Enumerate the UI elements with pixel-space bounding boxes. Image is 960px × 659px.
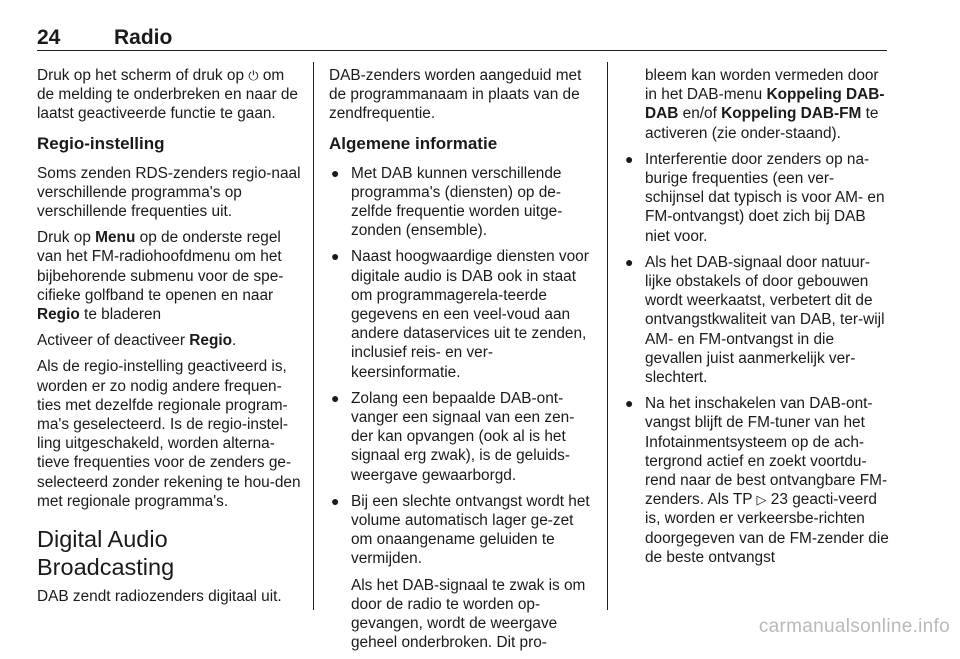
list-item: ● Met DAB kunnen verschillende programma's (diensten) op de-zelfde frequentie worden uitge-zonden (ensemble). [331, 164, 563, 240]
heading-algemene-informatie: Algemene informatie [329, 133, 498, 153]
column-divider [607, 62, 608, 610]
heading-digital-audio-broadcasting: Digital Audio Broadcasting [37, 526, 175, 581]
section-title: Radio [114, 26, 173, 49]
bullet-dot: ● [625, 395, 634, 412]
list-item: ● Na het inschakelen van DAB-ont-vangst blijft de FM-tuner van het Infotainmentsysteem op de ach-tergrond actief en zoekt voortdu-rend naar de best ontvangbare FM-zenders. Als TP ▷ 23 geacti-veerd is, worden er verkeersbe-richten doorgegeven van de FM-zender die de beste ontvangst [625, 395, 889, 566]
page-number: 24 [37, 26, 61, 49]
column-3 [623, 66, 889, 574]
column-1 [37, 66, 303, 613]
list-item: ● Als het DAB-signaal door natuur-lijke obstakels of door gebouwen wordt weerkaatst, verbetert dit de ontvangstkwaliteit van DAB, ter-wijl AM- en FM-ontvangst in die gevallen juist aanmerkelijk ver-slechtert. [625, 253, 885, 387]
bullet-dot: ● [331, 492, 340, 509]
bullet-continuation: Als het DAB-signaal te zwak is om door de radio te worden op-gevangen, wordt de weergave geheel onderbroken. Dit pro- [351, 576, 586, 652]
paragraph: Soms zenden RDS-zenders regio-naal verschillende programma's op verschillende frequenties uit. [37, 164, 301, 221]
column-2 [329, 66, 595, 659]
power-icon: ⏻ [248, 68, 259, 83]
bullet-dot: ● [625, 150, 634, 167]
triangle-reference-icon: ▷ [756, 492, 767, 508]
paragraph: Activeer of deactiveer Regio. [37, 332, 237, 350]
list-item: ● Naast hoogwaardige diensten voor digitale audio is DAB ook in staat om programmagerela-teerde gegevens en een veel-voud aan andere dataservices uit te zenden, inclusief reis- en ver-keersinformatie. [331, 248, 589, 381]
regio-term: Regio [37, 306, 80, 324]
paragraph: DAB zendt radiozenders digitaal uit. [37, 588, 282, 606]
paragraph: DAB-zenders worden aangeduid met de programmanaam in plaats van de zendfrequentie. [329, 67, 582, 123]
paragraph: Druk op het scherm of druk op ⏻ om de melding te onderbreken en naar de laatst geactiveerde functie te gaan. [37, 67, 298, 123]
bullet-list [329, 164, 595, 569]
koppeling-dab-fm-term: Koppeling DAB-FM [721, 105, 862, 123]
list-item: ● Interferentie door zenders op na-burige frequenties (een ver-schijnsel dat typisch is voor AM- en FM-ontvangst) doet zich bij DAB niet voor. [625, 150, 885, 245]
page-header [37, 22, 887, 51]
bullet-dot: ● [331, 164, 340, 181]
page-reference[interactable]: 23 [770, 491, 788, 509]
bullet-dot: ● [625, 253, 634, 270]
regio-term: Regio [189, 332, 233, 350]
bullet-continuation: bleem kan worden vermeden door in het DAB-menu Koppeling DAB-DAB en/of Koppeling DAB-FM te activeren (zie onder-staand). [645, 67, 885, 142]
list-item: ● Bij een slechte ontvangst wordt het volume automatisch lager ge-zet om onaangename geluiden te vermijden. [331, 492, 590, 568]
watermark: carmanualsonline.info [758, 616, 950, 637]
list-item: ● Zolang een bepaalde DAB-ont-vanger een signaal van een zen-der kan opvangen (ook al is het signaal erg zwak), is de geluids-weergave gewaarborgd. [331, 389, 575, 484]
paragraph: Druk op Menu op de onderste regel van het FM-radiohoofdmenu om het bijbehorende submenu voor de spe-cifieke golfband te openen en naar Regio te bladeren [37, 229, 284, 324]
paragraph: Als de regio-instelling geactiveerd is, worden er zo nodig andere frequen-ties met dezelfde regionale program-ma's geselecteerd. Is de regio-instel-ling uitgeschakeld, worden alterna-tieve frequenties voor de zenders ge-selecteerd zonder rekening te hou-den met regionale programma's. [37, 358, 301, 510]
menu-term: Menu [95, 229, 136, 247]
bullet-dot: ● [331, 389, 340, 406]
heading-regio-instelling: Regio-instelling [37, 133, 165, 153]
bullet-list [623, 150, 889, 567]
koppeling-dab-dab-term: Koppeling DAB-DAB [645, 86, 885, 123]
bullet-dot: ● [331, 248, 340, 265]
column-divider [313, 62, 314, 610]
